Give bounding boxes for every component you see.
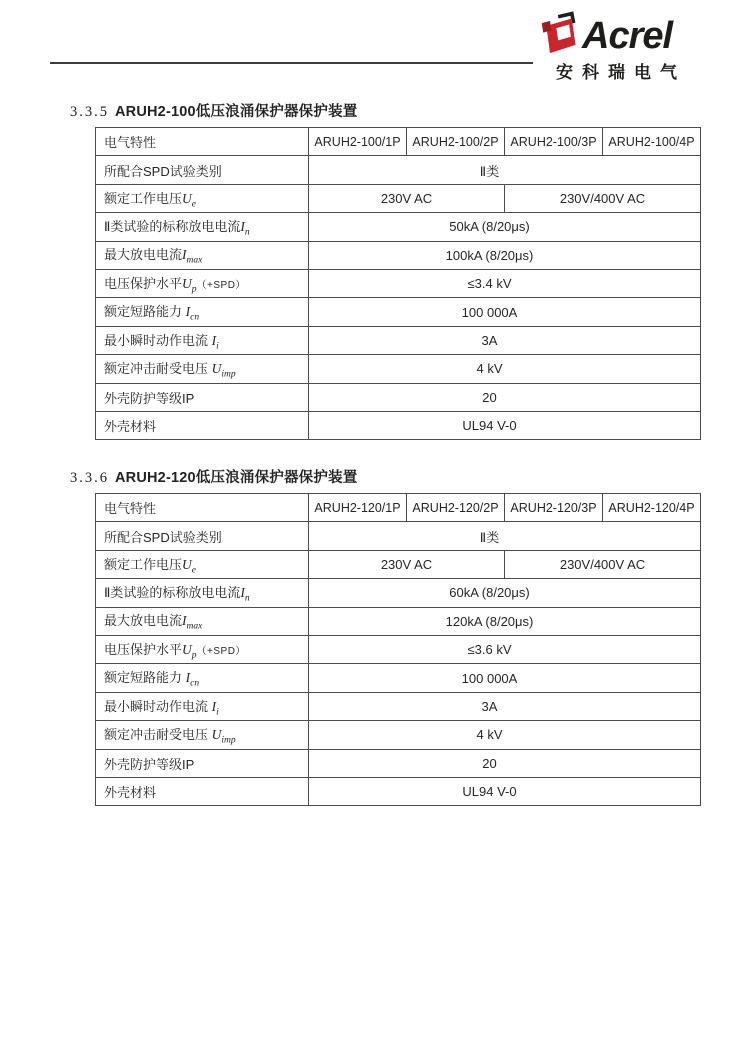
column-header-label: 电气特性 (96, 128, 309, 156)
quantity-symbol: U (182, 190, 192, 206)
quantity-subscript: e (191, 565, 196, 576)
table-row (96, 664, 701, 692)
spec-table-aruh2-100 (95, 127, 701, 440)
section-title-336 (70, 466, 357, 487)
quantity-subscript: cn (190, 678, 200, 689)
row-label (96, 522, 309, 550)
row-label-text: 额定短路能力 (104, 670, 186, 686)
quantity-symbol: U (211, 727, 222, 743)
quantity-symbol: I (211, 332, 217, 348)
table-row (96, 326, 701, 354)
quantity-subscript: n (244, 227, 250, 238)
quantity-subscript: max (186, 256, 203, 267)
row-label-text: 额定工作电压 (104, 190, 183, 206)
table-row (96, 550, 701, 578)
row-label-text: 外壳防护等级IP (104, 390, 195, 406)
spec-table-aruh2-120-wrap (95, 493, 701, 806)
section-title-335 (70, 100, 357, 121)
quantity-subscript: max (186, 622, 203, 633)
row-label-text: 电压保护水平 (104, 275, 183, 291)
row-label-text: 额定工作电压 (104, 556, 183, 572)
row-label (96, 692, 309, 720)
row-label-text: 所配合SPD试验类别 (104, 163, 222, 179)
row-label-text: Ⅱ类试验的标称放电电流 (104, 585, 241, 601)
quantity-symbol: U (182, 556, 192, 572)
section-number: 3.3.6 (70, 470, 109, 486)
row-label-text: 外壳材料 (104, 419, 157, 435)
value-cell: UL94 V-0 (309, 777, 701, 805)
row-label (96, 156, 309, 184)
row-label (96, 777, 309, 805)
column-header-model: ARUH2-100/3P (505, 128, 603, 156)
column-header-model: ARUH2-120/3P (505, 494, 603, 522)
section-heading-text: ARUH2-120低压浪涌保护器保护装置 (115, 470, 358, 486)
row-label-text: 额定短路能力 (104, 304, 186, 320)
row-label (96, 664, 309, 692)
value-cell: 230V/400V AC (505, 184, 701, 212)
row-label-text: 最小瞬时动作电流 (104, 332, 212, 348)
value-cell: 20 (309, 749, 701, 777)
label-note: （+SPD） (196, 279, 246, 291)
quantity-symbol: I (211, 698, 217, 714)
column-header-model: ARUH2-120/2P (407, 494, 505, 522)
value-cell: ≤3.6 kV (309, 635, 701, 663)
value-cell: Ⅱ类 (309, 522, 701, 550)
value-cell: Ⅱ类 (309, 156, 701, 184)
table-row (96, 522, 701, 550)
table-row (96, 184, 701, 212)
brand-chinese-name: 安科瑞电气 (556, 63, 686, 82)
row-label (96, 550, 309, 578)
row-label (96, 355, 309, 383)
value-cell: 60kA (8/20μs) (309, 579, 701, 607)
value-cell: 50kA (8/20μs) (309, 213, 701, 241)
value-cell: 120kA (8/20μs) (309, 607, 701, 635)
row-label-text: 所配合SPD试验类别 (104, 529, 222, 545)
quantity-subscript: n (244, 593, 250, 604)
row-label-text: 电压保护水平 (104, 641, 183, 657)
table-row (96, 749, 701, 777)
table-row (96, 383, 701, 411)
table-row (96, 777, 701, 805)
value-cell: 230V/400V AC (505, 550, 701, 578)
quantity-subscript: i (216, 341, 219, 352)
row-label (96, 298, 309, 326)
quantity-symbol: I (240, 219, 245, 235)
column-header-model: ARUH2-100/4P (603, 128, 701, 156)
value-cell: 3A (309, 692, 701, 720)
row-label (96, 241, 309, 269)
header-rule (50, 62, 533, 64)
row-label (96, 635, 309, 663)
acrel-logo-icon (540, 10, 580, 58)
row-label-text: 额定冲击耐受电压 (104, 727, 212, 743)
spec-table-aruh2-120 (95, 493, 701, 806)
table-row (96, 579, 701, 607)
row-label (96, 607, 309, 635)
acrel-logo (540, 10, 718, 83)
value-cell: UL94 V-0 (309, 411, 701, 439)
value-cell: 4 kV (309, 355, 701, 383)
label-note: （+SPD） (196, 645, 246, 657)
column-header-model: ARUH2-100/1P (309, 128, 407, 156)
column-header-model: ARUH2-120/4P (603, 494, 701, 522)
quantity-symbol: I (240, 585, 245, 601)
row-label (96, 269, 309, 297)
row-label-text: 外壳材料 (104, 785, 157, 801)
value-cell: 4 kV (309, 721, 701, 749)
value-cell: 100 000A (309, 664, 701, 692)
value-cell: 20 (309, 383, 701, 411)
column-header-label: 电气特性 (96, 494, 309, 522)
quantity-symbol: U (182, 641, 192, 657)
quantity-symbol: I (182, 247, 187, 263)
column-header-model: ARUH2-120/1P (309, 494, 407, 522)
table-row (96, 156, 701, 184)
row-label-text: 最大放电电流 (104, 613, 183, 629)
quantity-symbol: I (185, 304, 191, 320)
quantity-symbol: U (211, 361, 222, 377)
row-label (96, 579, 309, 607)
table-row (96, 635, 701, 663)
table-header-row (96, 128, 701, 156)
table-row (96, 298, 701, 326)
table-row (96, 269, 701, 297)
table-row (96, 213, 701, 241)
row-label (96, 213, 309, 241)
table-row (96, 355, 701, 383)
table-row (96, 411, 701, 439)
row-label-text: 最大放电电流 (104, 247, 183, 263)
row-label (96, 721, 309, 749)
value-cell: 230V AC (309, 184, 505, 212)
value-cell: 3A (309, 326, 701, 354)
value-cell: 100 000A (309, 298, 701, 326)
value-cell: 100kA (8/20μs) (309, 241, 701, 269)
column-header-model: ARUH2-100/2P (407, 128, 505, 156)
row-label (96, 184, 309, 212)
acrel-logo-top (540, 10, 718, 58)
row-label (96, 749, 309, 777)
quantity-subscript: cn (190, 312, 200, 323)
spec-table-aruh2-100-wrap (95, 127, 701, 440)
row-label (96, 326, 309, 354)
quantity-symbol: I (182, 613, 187, 629)
row-label (96, 383, 309, 411)
section-heading-text: ARUH2-100低压浪涌保护器保护装置 (115, 104, 358, 120)
quantity-subscript: p (191, 284, 197, 295)
table-row (96, 607, 701, 635)
section-number: 3.3.5 (70, 104, 109, 120)
row-label-text: Ⅱ类试验的标称放电电流 (104, 219, 241, 235)
quantity-subscript: imp (221, 735, 236, 746)
table-header-row (96, 494, 701, 522)
row-label-text: 最小瞬时动作电流 (104, 698, 212, 714)
row-label-text: 额定冲击耐受电压 (104, 361, 212, 377)
quantity-subscript: imp (221, 369, 236, 380)
quantity-subscript: p (191, 650, 197, 661)
quantity-symbol: U (182, 275, 192, 291)
quantity-subscript: e (191, 199, 196, 210)
quantity-subscript: i (216, 707, 219, 718)
table-row (96, 241, 701, 269)
value-cell: ≤3.4 kV (309, 269, 701, 297)
table-row (96, 692, 701, 720)
quantity-symbol: I (185, 670, 191, 686)
row-label-text: 外壳防护等级IP (104, 756, 195, 772)
brand-wordmark: Acrel (582, 15, 673, 58)
value-cell: 230V AC (309, 550, 505, 578)
table-row (96, 721, 701, 749)
row-label (96, 411, 309, 439)
